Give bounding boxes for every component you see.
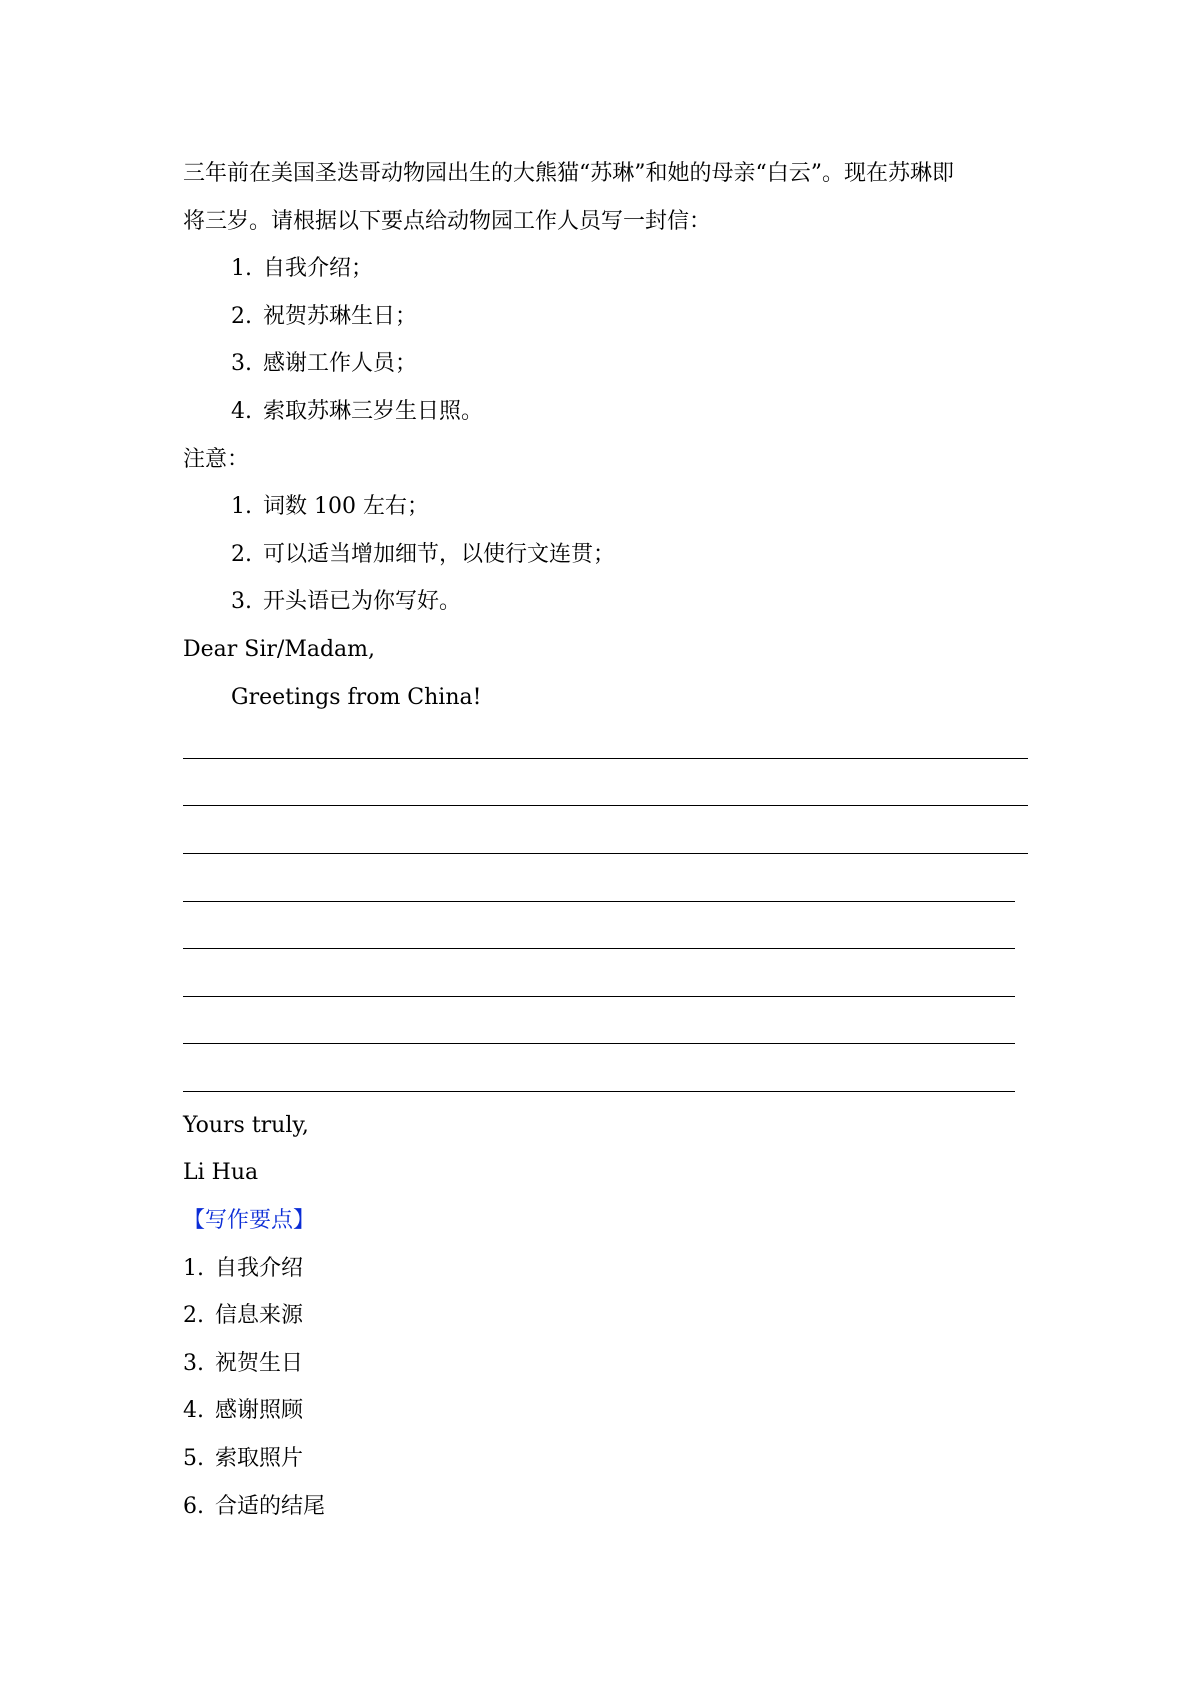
key-point-text: 合适的结尾 <box>215 1493 326 1519</box>
intro-line-2: 将三岁。请根据以下要点给动物园工作人员写一封信： <box>183 208 712 234</box>
note-text: 词数 100 左右； <box>263 494 429 520</box>
intro-line-1: 三年前在美国圣迭哥动物园出生的大熊猫“苏琳”和她的母亲“白云”。现在苏琳即 <box>183 161 954 186</box>
key-point <box>183 1292 1028 1340</box>
key-point-number: 5. <box>183 1446 204 1472</box>
key-point-text: 祝贺生日 <box>215 1350 304 1376</box>
notes-title: 注意： <box>183 446 250 472</box>
key-point-text: 自我介绍 <box>215 1255 304 1281</box>
answer-line[interactable] <box>183 1054 1028 1102</box>
task-point-number: 1. <box>231 256 252 282</box>
key-point <box>183 1435 1028 1483</box>
answer-line[interactable] <box>183 959 1028 1007</box>
task-point <box>183 388 1028 436</box>
note-item <box>183 483 1028 531</box>
answer-line[interactable] <box>183 721 1028 769</box>
key-point-number: 2. <box>183 1303 204 1329</box>
key-point <box>183 1387 1028 1435</box>
key-point-number: 4. <box>183 1398 204 1424</box>
letter-opening: Greetings from China! <box>231 684 482 710</box>
answer-line[interactable] <box>183 816 1028 864</box>
task-point <box>183 245 1028 293</box>
letter-salutation: Dear Sir/Madam, <box>183 636 376 662</box>
task-point-number: 2. <box>231 303 252 329</box>
key-point-number: 3. <box>183 1350 204 1376</box>
task-point <box>183 293 1028 341</box>
note-number: 3. <box>231 589 252 615</box>
task-point-text: 自我介绍； <box>263 256 374 282</box>
note-text: 开头语已为你写好。 <box>263 589 462 615</box>
key-point <box>183 1483 1028 1531</box>
note-item <box>183 578 1028 626</box>
task-point-text: 索取苏琳三岁生日照。 <box>263 398 484 424</box>
task-point-text: 祝贺苏琳生日； <box>263 303 418 329</box>
key-point-number: 6. <box>183 1493 204 1519</box>
answer-line[interactable] <box>183 864 1028 912</box>
key-point-text: 信息来源 <box>215 1303 304 1329</box>
answer-line[interactable] <box>183 912 1028 960</box>
key-points-title: 【写作要点】 <box>183 1208 316 1234</box>
key-point-text: 感谢照顾 <box>215 1398 304 1424</box>
letter-signature: Li Hua <box>183 1160 259 1186</box>
answer-line[interactable] <box>183 1007 1028 1055</box>
task-point-number: 3. <box>231 351 252 377</box>
note-number: 1. <box>231 494 252 520</box>
task-point-number: 4. <box>231 398 252 424</box>
key-point <box>183 1340 1028 1388</box>
task-point <box>183 340 1028 388</box>
key-point-text: 索取照片 <box>215 1446 304 1472</box>
letter-closing: Yours truly, <box>183 1112 309 1138</box>
task-point-text: 感谢工作人员； <box>263 351 418 377</box>
note-text: 可以适当增加细节，以使行文连贯； <box>263 541 616 567</box>
document-page <box>183 150 1028 1530</box>
key-point <box>183 1245 1028 1293</box>
note-number: 2. <box>231 541 252 567</box>
key-point-number: 1. <box>183 1255 204 1281</box>
answer-line[interactable] <box>183 769 1028 817</box>
note-item <box>183 531 1028 579</box>
